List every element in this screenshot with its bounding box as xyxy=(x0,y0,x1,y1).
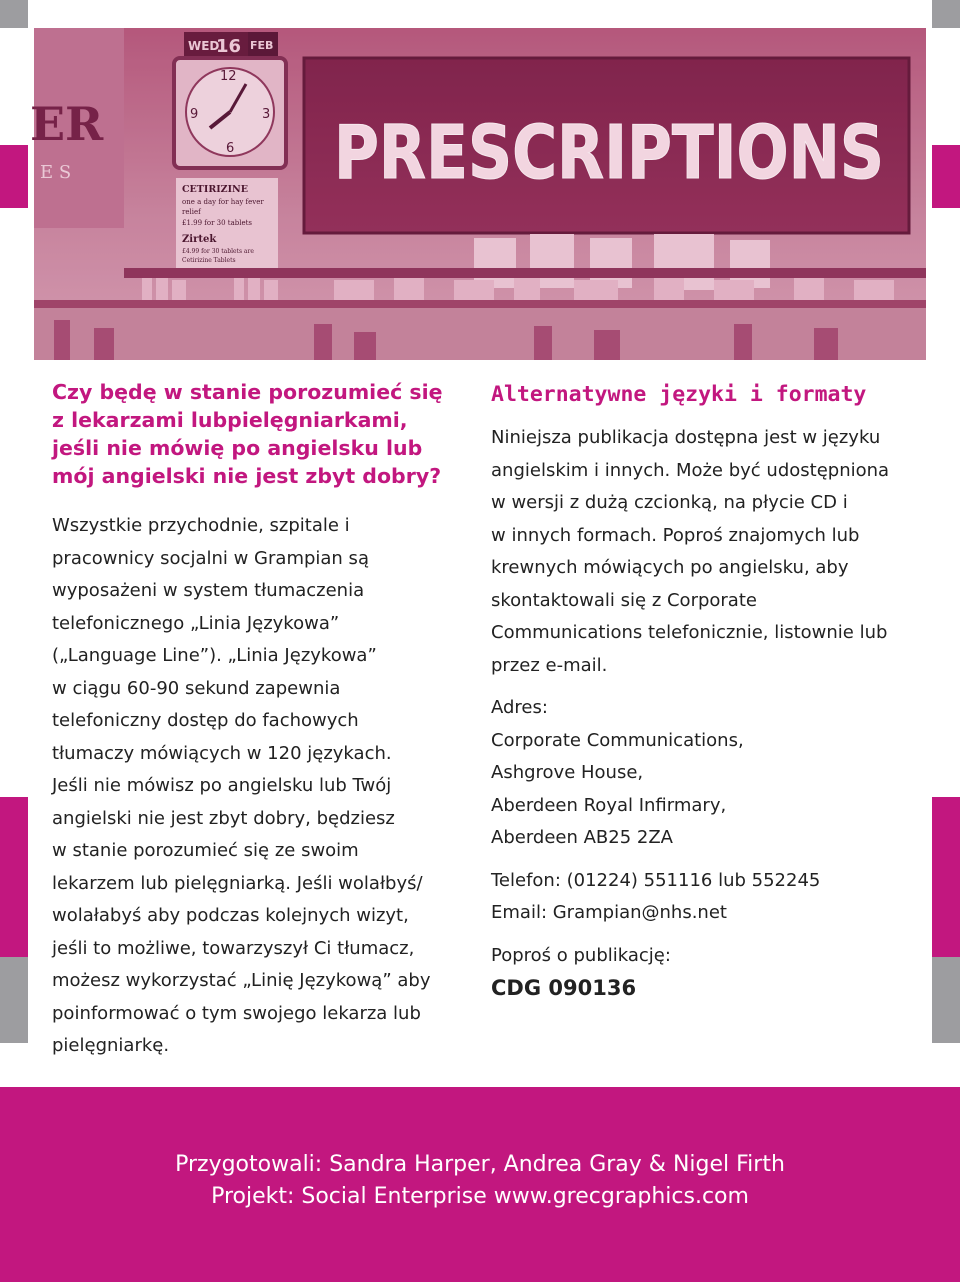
left-heading-line: z lekarzami lubpielęgniarkami, xyxy=(52,408,408,432)
body-line: Wszystkie przychodnie, szpitale i xyxy=(52,515,350,536)
body-line: angielski nie jest zbyt dobry, będziesz xyxy=(52,807,395,829)
right-heading: Alternatywne języki i formaty xyxy=(491,382,867,407)
left-heading-line: mój angielski nie jest zbyt dobry? xyxy=(52,464,442,488)
svg-text:£1.99 for 30 tablets: £1.99 for 30 tablets xyxy=(182,219,253,227)
body-line: telefoniczny dostęp do fachowych xyxy=(52,710,359,731)
body-line: Communications telefonicznie, listownie lub xyxy=(491,622,888,643)
left-heading-line: jeśli nie mówię po angielsku lub xyxy=(52,436,423,460)
body-line: możesz wykorzystać „Linię Językową” aby xyxy=(52,970,431,991)
side-tab-grey-right xyxy=(932,957,960,1043)
address-line: Corporate Communications, xyxy=(491,729,744,751)
address-block xyxy=(491,692,921,855)
svg-text:£4.99 for 30 tablets are: £4.99 for 30 tablets are xyxy=(182,248,254,255)
svg-text:9: 9 xyxy=(190,107,199,122)
left-heading xyxy=(52,378,472,490)
body-line: („Language Line”). „Linia Językowa” xyxy=(52,645,377,666)
pharmacy-photo xyxy=(30,28,926,360)
svg-text:12: 12 xyxy=(220,69,237,84)
prescriptions-sign-text: PRESCRIPTIONS xyxy=(334,110,884,196)
body-line: telefonicznego „Linia Językowa” xyxy=(52,612,340,634)
address-label: Adres: xyxy=(491,697,548,718)
body-line: w innych formach. Poproś znajomych lub xyxy=(491,524,860,546)
partial-logo: ER xyxy=(30,97,104,151)
calendar-month: FEB xyxy=(250,39,274,52)
body-line: w stanie porozumieć się ze swoim xyxy=(52,840,359,861)
body-line: w wersji z dużą czcionką, na płycie CD i xyxy=(491,492,848,513)
svg-text:6: 6 xyxy=(226,141,235,156)
body-line: przez e-mail. xyxy=(491,654,608,676)
phone-number: Telefon: (01224) 551116 lub 552245 xyxy=(491,869,821,891)
contact-block xyxy=(491,865,921,930)
address-line: Ashgrove House, xyxy=(491,762,644,783)
body-line: pielęgniarkę. xyxy=(52,1035,170,1056)
side-tab-right-bottom xyxy=(932,797,960,957)
calendar-date: 16 xyxy=(216,36,242,57)
body-line: jeśli to możliwe, towarzyszył Ci tłumacz, xyxy=(52,937,415,959)
svg-text:3: 3 xyxy=(262,107,271,122)
address-line: Aberdeen AB25 2ZA xyxy=(491,827,673,848)
side-tab-grey-left xyxy=(0,957,28,1043)
body-line: krewnych mówiących po angielsku, aby xyxy=(491,557,849,578)
body-line: Jeśli nie mówisz po angielsku lub Twój xyxy=(52,775,392,796)
partial-logo-sub: E S xyxy=(40,162,72,183)
side-tab-left-top xyxy=(0,145,28,208)
availability-text xyxy=(491,422,921,682)
side-tab-right-top xyxy=(932,145,960,208)
calendar-day: WED xyxy=(188,39,220,53)
svg-text:relief: relief xyxy=(182,208,201,216)
left-column xyxy=(52,378,472,1063)
body-line: lekarzem lub pielęgniarką. Jeśli wolałbyś/ xyxy=(52,872,423,894)
body-line: poinformować o tym swojego lekarza lub xyxy=(52,1002,421,1024)
address-line: Aberdeen Royal Infirmary, xyxy=(491,794,727,816)
right-column xyxy=(491,378,921,1005)
svg-text:Zirtek: Zirtek xyxy=(182,234,217,245)
request-label: Poproś o publikację: xyxy=(491,944,671,966)
svg-text:Cetirizine Tablets: Cetirizine Tablets xyxy=(182,257,236,264)
body-line: Niniejsza publikacja dostępna jest w języku xyxy=(491,427,881,448)
side-tab-left-bottom xyxy=(0,797,28,957)
left-body-text xyxy=(52,510,472,1063)
email-address: Email: Grampian@nhs.net xyxy=(491,902,727,923)
svg-text:CETIRIZINE: CETIRIZINE xyxy=(182,184,248,195)
left-heading-line: Czy będę w stanie porozumieć się xyxy=(52,380,443,404)
footer-design: Projekt: Social Enterprise www.grecgraphics.com xyxy=(211,1184,749,1209)
body-line: wyposażeni w system tłumaczenia xyxy=(52,580,365,601)
footer-band xyxy=(0,1087,960,1282)
corner-tab-left xyxy=(0,0,28,28)
body-line: pracownicy socjalni w Grampian są xyxy=(52,547,369,569)
footer-credits: Przygotowali: Sandra Harper, Andrea Gray & Nigel Firth xyxy=(175,1152,785,1177)
body-line: angielskim i innych. Może być udostępniona xyxy=(491,459,890,481)
body-line: w ciągu 60-90 sekund zapewnia xyxy=(52,677,341,699)
body-line: skontaktowali się z Corporate xyxy=(491,589,757,611)
body-line: tłumaczy mówiących w 120 językach. xyxy=(52,742,392,764)
publication-code: CDG 090136 xyxy=(491,976,637,1000)
corner-tab-right xyxy=(932,0,960,28)
body-line: wolałabyś aby podczas kolejnych wizyt, xyxy=(52,905,409,926)
svg-text:one a day for hay fever: one a day for hay fever xyxy=(182,198,264,206)
publication-request xyxy=(491,940,921,1005)
